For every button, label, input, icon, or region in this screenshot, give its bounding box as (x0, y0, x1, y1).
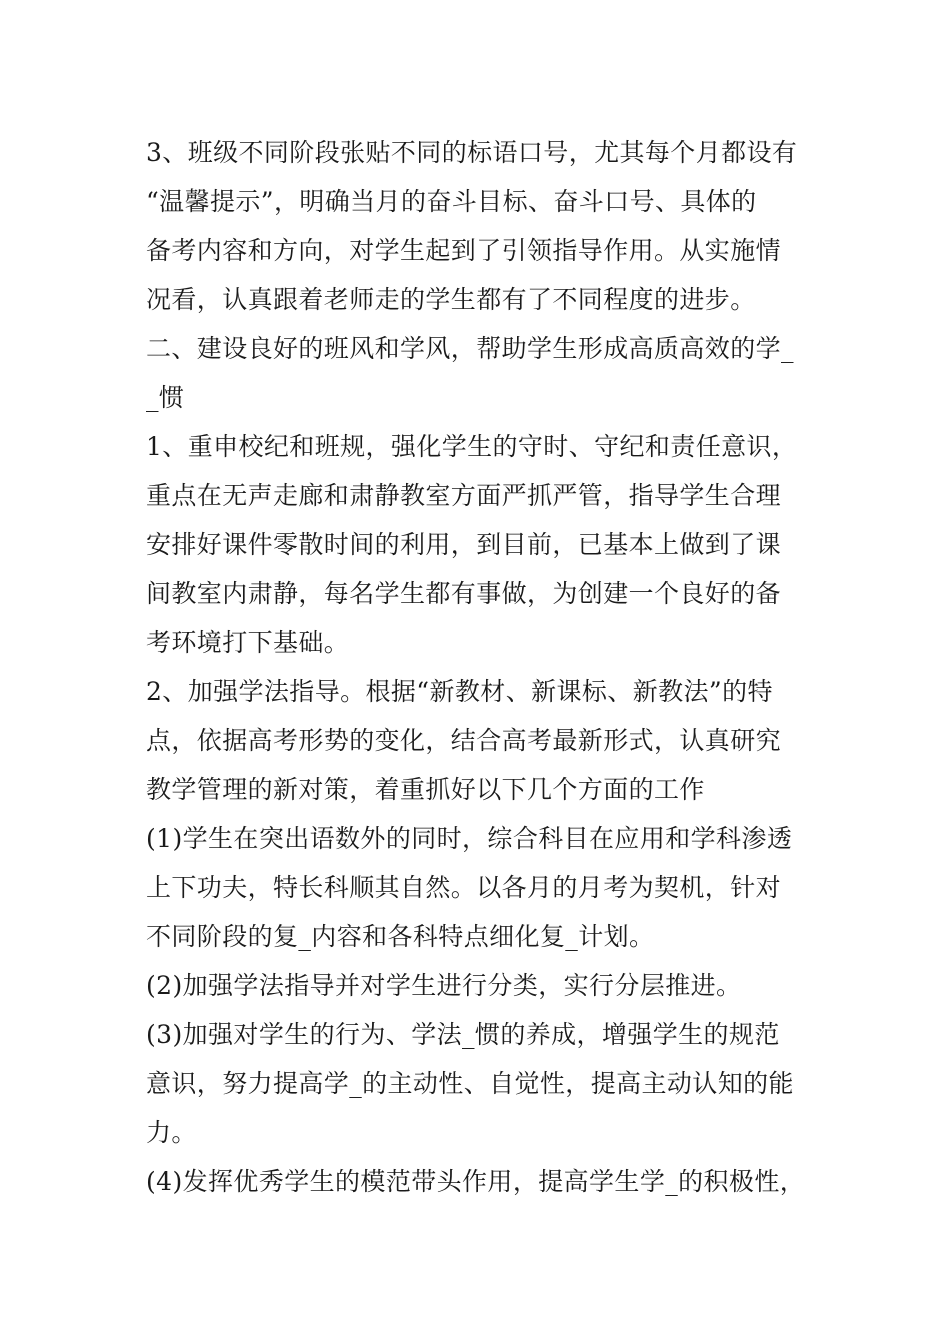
text-line: 重点在无声走廊和肃静教室方面严抓严管，指导学生合理 (146, 481, 782, 510)
document-body (146, 128, 816, 1206)
text-line: “温馨提示”，明确当月的奋斗目标、奋斗口号、具体的 (146, 187, 757, 216)
text-line: 备考内容和方向，对学生起到了引领指导作用。从实施情 (146, 236, 782, 265)
text-line: 考环境打下基础。 (146, 628, 350, 657)
list-item-line: 力。 (146, 1118, 197, 1147)
text-line: 间教室内肃静，每名学生都有事做，为创建一个良好的备 (146, 579, 782, 608)
list-item-line: (2)加强学法指导并对学生进行分类，实行分层推进。 (146, 971, 742, 1000)
list-item-line: (1)学生在突出语数外的同时，综合科目在应用和学科渗透 (146, 824, 793, 853)
list-item-line: (4)发挥优秀学生的模范带头作用，提高学生学_的积极性， (146, 1167, 806, 1196)
text-line: 况看，认真跟着老师走的学生都有了不同程度的进步。 (146, 285, 756, 314)
list-item-line: (3)加强对学生的行为、学法_惯的养成，增强学生的规范 (146, 1020, 780, 1049)
text-line: 教学管理的新对策，着重抓好以下几个方面的工作 (146, 775, 705, 804)
list-item-line: 意识，努力提高学_的主动性、自觉性，提高主动认知的能 (146, 1069, 794, 1098)
section-heading-line: _惯 (146, 383, 185, 412)
text-line: 安排好课件零散时间的利用，到目前，已基本上做到了课 (146, 530, 782, 559)
text-line: 2、加强学法指导。根据“新教材、新课标、新教法”的特 (146, 677, 773, 706)
text-line: 点，依据高考形势的变化，结合高考最新形式，认真研究 (146, 726, 782, 755)
text-line: 1、重申校纪和班规，强化学生的守时、守纪和责任意识， (146, 432, 798, 461)
section-heading-line: 二、建设良好的班风和学风，帮助学生形成高质高效的学_ (146, 334, 794, 363)
text-line: 3、班级不同阶段张贴不同的标语口号，尤其每个月都设有 (146, 138, 798, 167)
list-item-line: 不同阶段的复_内容和各科特点细化复_计划。 (146, 922, 655, 951)
list-item-line: 上下功夫，特长科顺其自然。以各月的月考为契机，针对 (146, 873, 782, 902)
